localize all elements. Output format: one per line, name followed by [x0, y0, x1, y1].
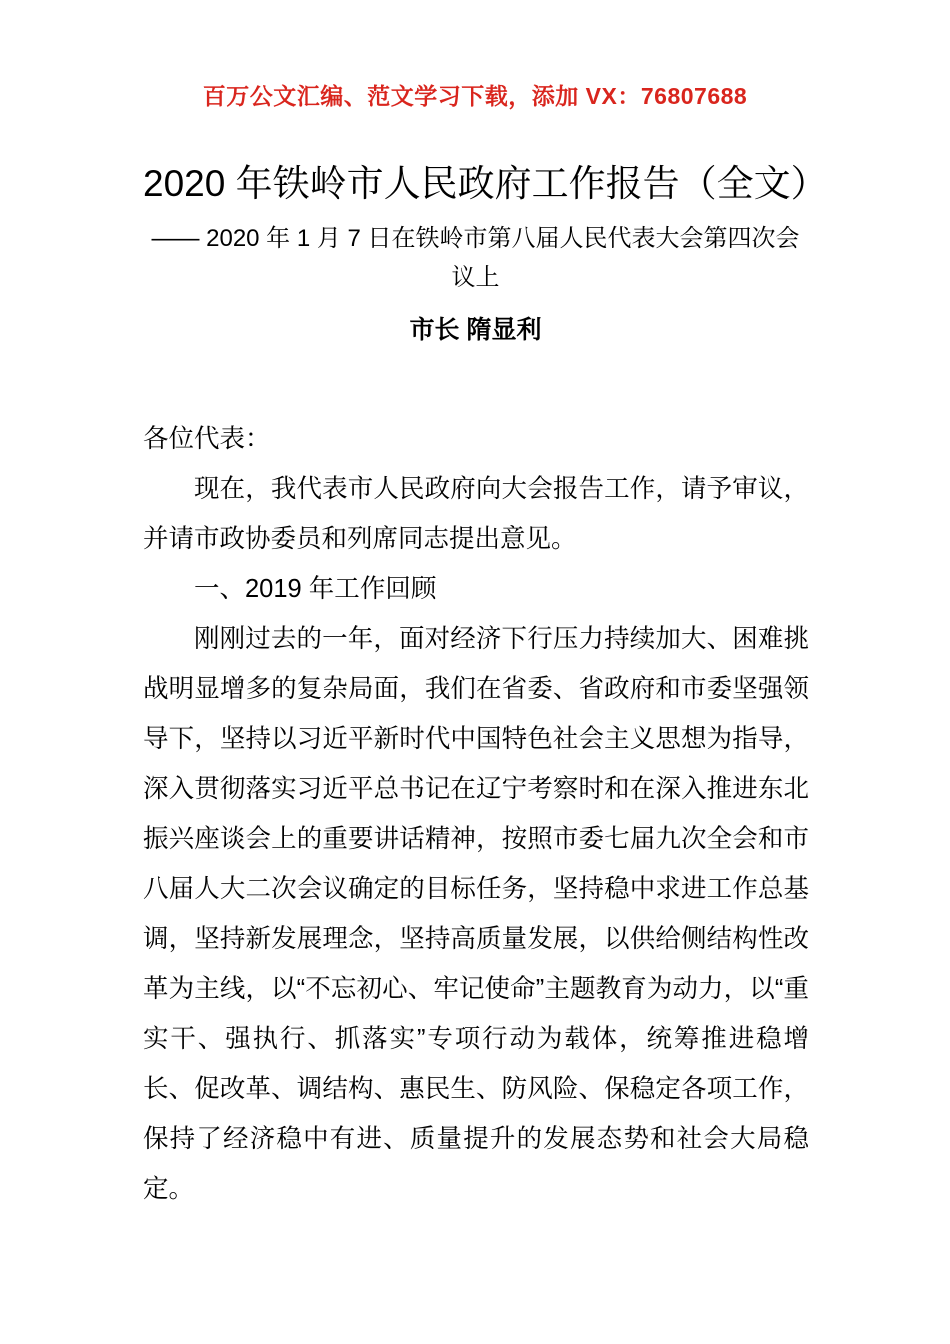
document-subtitle: —— 2020 年 1 月 7 日在铁岭市第八届人民代表大会第四次会议上: [151, 225, 800, 291]
salutation-line: 各位代表：: [143, 425, 271, 453]
body-paragraph: 现在，我代表市人民政府向大会报告工作，请予审议，并请市政协委员和列席同志提出意见。: [143, 475, 809, 553]
page-title: 2020 年铁岭市人民政府工作报告（全文）: [143, 163, 828, 204]
title-block: [143, 160, 828, 349]
document-speaker: 市长 隋显利: [409, 315, 542, 344]
section-heading-one: 一、2019 年工作回顾: [194, 575, 437, 603]
document-body: [143, 414, 809, 1214]
promo-banner-text: 百万公文汇编、范文学习下载，添加 VX：76807688: [202, 83, 748, 109]
body-paragraph: 刚刚过去的一年，面对经济下行压力持续加大、困难挑战明显增多的复杂局面，我们在省委、省政府和市委坚强领导下，坚持以习近平新时代中国特色社会主义思想为指导，深入贯彻落实习近平总书记在辽宁考察时和在深入推进东北振兴座谈会上的重要讲话精神，按照市委七届九次全会和市八届人大二次会议确定的目标任务，坚持稳中求进工作总基调，坚持新发展理念，坚持高质量发展，以供给侧结构性改革为主线，以“不忘初心、牢记使命”主题教育为动力，以“重实干、强执行、抓落实”专项行动为载体，统筹推进稳增长、促改革、调结构、惠民生、防风险、保稳定各项工作，保持了经济稳中有进、质量提升的发展态势和社会大局稳定。: [143, 625, 809, 1203]
